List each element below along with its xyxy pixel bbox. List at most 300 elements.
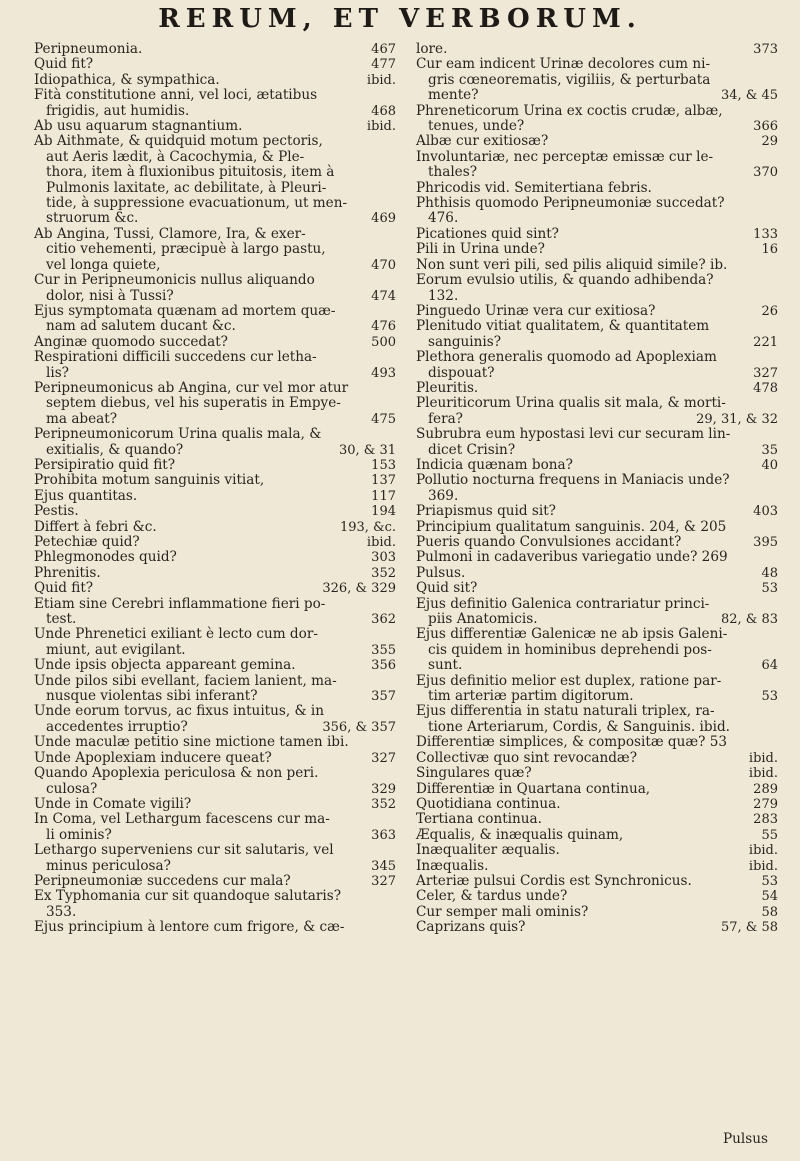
entry-text: Quid sit? bbox=[416, 580, 478, 597]
entry-page-ref: 16 bbox=[761, 242, 778, 258]
entry-text: Ejus symptomata quænam ad mortem quæ- bbox=[34, 302, 336, 319]
entry-page-ref: 477 bbox=[371, 57, 396, 73]
entry-page-ref: 493 bbox=[371, 365, 396, 381]
running-title: RERUM, ET VERBORUM. bbox=[158, 4, 642, 34]
entry-text: Cur in Peripneumonicis nullus aliquando bbox=[34, 272, 315, 289]
index-entry bbox=[416, 319, 778, 334]
entry-text: ma abeat? bbox=[46, 410, 118, 427]
entry-text: 369. bbox=[428, 487, 459, 504]
index-entry bbox=[34, 104, 396, 119]
entry-page-ref: 29 bbox=[761, 134, 778, 150]
entry-page-ref: ibid. bbox=[748, 750, 778, 766]
index-entry bbox=[34, 535, 396, 550]
entry-page-ref: 327 bbox=[371, 750, 396, 766]
index-entry bbox=[416, 104, 778, 119]
entry-text: Pueris quando Convulsiones accidant? bbox=[416, 534, 682, 550]
index-entry bbox=[34, 119, 396, 134]
index-entry bbox=[416, 443, 778, 458]
entry-text: Peripneumonicus ab Angina, cur vel mor atur bbox=[34, 379, 349, 396]
entry-text: Quotidiana continua. bbox=[416, 795, 561, 812]
index-entry bbox=[416, 150, 778, 165]
entry-page-ref: 53 bbox=[761, 581, 778, 597]
index-entry bbox=[416, 258, 778, 273]
entry-page-ref: 355 bbox=[371, 642, 396, 658]
entry-text: piis Anatomicis. bbox=[428, 611, 538, 628]
index-entry bbox=[34, 319, 396, 334]
index-entry bbox=[416, 674, 778, 689]
entry-page-ref: 117 bbox=[371, 488, 396, 504]
entry-page-ref: 475 bbox=[371, 411, 396, 427]
entry-text: Pinguedo Urinæ vera cur exitiosa? bbox=[416, 302, 656, 319]
index-entry bbox=[34, 504, 396, 519]
entry-text: Tertiana continua. bbox=[416, 811, 542, 828]
index-entry bbox=[416, 273, 778, 288]
entry-page-ref: 221 bbox=[753, 334, 778, 350]
entry-page-ref: 54 bbox=[761, 889, 778, 905]
entry-page-ref: 82, & 83 bbox=[720, 612, 778, 628]
entry-text: frigidis, aut humidis. bbox=[46, 102, 190, 119]
entry-text: Differt à febri &c. bbox=[34, 518, 157, 535]
index-entry bbox=[34, 581, 396, 596]
entry-text: Unde in Comate vigili? bbox=[34, 795, 192, 812]
entry-text: Plethora generalis quomodo ad Apoplexiam bbox=[416, 349, 717, 366]
index-entry bbox=[416, 181, 778, 196]
index-entry bbox=[34, 889, 396, 904]
entry-text: Ex Typhomania cur sit quandoque salutaris? bbox=[34, 888, 342, 905]
index-entry bbox=[34, 550, 396, 565]
entry-text: Inæqualis. bbox=[416, 857, 489, 874]
entry-text: Petechiæ quid? bbox=[34, 534, 140, 550]
entry-page-ref: 352 bbox=[371, 565, 396, 581]
entry-text: 353. bbox=[46, 903, 77, 920]
entry-page-ref: 500 bbox=[371, 334, 396, 350]
entry-page-ref: ibid. bbox=[748, 766, 778, 782]
entry-text: 476. bbox=[428, 210, 459, 227]
index-columns bbox=[34, 42, 778, 936]
index-entry bbox=[34, 427, 396, 442]
index-entry bbox=[34, 458, 396, 473]
entry-text: Æqualis, & inæqualis quinam, bbox=[416, 826, 624, 843]
entry-text: Phrenitis. bbox=[34, 564, 101, 581]
index-entry bbox=[416, 396, 778, 411]
index-entry bbox=[416, 874, 778, 889]
index-entry bbox=[416, 597, 778, 612]
index-entry bbox=[34, 273, 396, 288]
index-entry bbox=[34, 797, 396, 812]
entry-page-ref: 283 bbox=[753, 812, 778, 828]
entry-page-ref: 470 bbox=[371, 257, 396, 273]
entry-text: Ejus quantitas. bbox=[34, 487, 138, 504]
entry-text: mente? bbox=[428, 87, 479, 104]
entry-text: li ominis? bbox=[46, 826, 112, 843]
index-entry bbox=[34, 88, 396, 103]
index-entry bbox=[416, 689, 778, 704]
entry-text: Ejus principium à lentore cum frigore, & cæ- bbox=[34, 919, 345, 936]
entry-text: exitialis, & quando? bbox=[46, 441, 184, 458]
index-entry bbox=[34, 658, 396, 673]
index-entry bbox=[416, 920, 778, 935]
entry-page-ref: ibid. bbox=[366, 535, 396, 550]
entry-page-ref: 53 bbox=[761, 689, 778, 705]
index-entry bbox=[416, 550, 778, 565]
index-entry bbox=[34, 751, 396, 766]
entry-text: cis quidem in hominibus deprehendi pos- bbox=[428, 641, 712, 658]
entry-text: Pollutio nocturna frequens in Maniacis unde? bbox=[416, 472, 730, 489]
entry-page-ref: 356 bbox=[371, 658, 396, 674]
entry-text: Priapismus quid sit? bbox=[416, 503, 556, 520]
entry-text: Unde Phrenetici exiliant è lecto cum dor- bbox=[34, 626, 318, 643]
index-entry bbox=[416, 366, 778, 381]
entry-text: fera? bbox=[428, 410, 463, 427]
index-entry bbox=[34, 335, 396, 350]
entry-text: septem diebus, vel his superatis in Empye- bbox=[46, 395, 341, 412]
entry-text: accedentes irruptio? bbox=[46, 718, 188, 735]
index-entry bbox=[416, 196, 778, 211]
entry-text: Non sunt veri pili, sed pilis aliquid simile? ib. bbox=[416, 256, 728, 273]
index-entry bbox=[34, 412, 396, 427]
index-entry bbox=[416, 42, 778, 57]
index-entry bbox=[416, 658, 778, 673]
entry-page-ref: 469 bbox=[371, 211, 396, 227]
entry-text: struorum &c. bbox=[46, 210, 139, 227]
entry-text: Celer, & tardus unde? bbox=[416, 888, 568, 905]
index-entry bbox=[416, 289, 778, 304]
entry-text: 132. bbox=[428, 287, 459, 304]
index-entry bbox=[34, 366, 396, 381]
index-entry bbox=[416, 504, 778, 519]
entry-text: Prohibita motum sanguinis vitiat, bbox=[34, 472, 265, 489]
index-entry bbox=[416, 627, 778, 642]
entry-page-ref: 370 bbox=[753, 165, 778, 181]
index-entry bbox=[34, 489, 396, 504]
entry-page-ref: 373 bbox=[753, 42, 778, 57]
entry-text: Phthisis quomodo Peripneumoniæ succedat? bbox=[416, 195, 725, 212]
entry-page-ref: 303 bbox=[371, 550, 396, 566]
index-entry bbox=[34, 396, 396, 411]
index-entry bbox=[416, 227, 778, 242]
entry-page-ref: 467 bbox=[371, 42, 396, 57]
index-entry bbox=[34, 350, 396, 365]
entry-page-ref: 137 bbox=[371, 473, 396, 489]
entry-page-ref: 366 bbox=[753, 119, 778, 135]
entry-text: Singulares quæ? bbox=[416, 765, 532, 782]
index-entry bbox=[416, 57, 778, 72]
entry-text: Subrubra eum hypostasi levi cur securam lin- bbox=[416, 426, 731, 443]
index-entry bbox=[34, 597, 396, 612]
entry-text: Cur semper mali ominis? bbox=[416, 903, 589, 920]
entry-text: dispouat? bbox=[428, 364, 495, 381]
entry-text: Anginæ quomodo succedat? bbox=[34, 333, 228, 350]
entry-text: Etiam sine Cerebri inflammatione fieri po- bbox=[34, 595, 326, 612]
entry-page-ref: 133 bbox=[753, 226, 778, 242]
entry-text: Arteriæ pulsui Cordis est Synchronicus. bbox=[416, 872, 692, 889]
index-entry bbox=[34, 627, 396, 642]
catchword: Pulsus bbox=[723, 1131, 768, 1147]
index-entry bbox=[34, 782, 396, 797]
entry-text: tide, à suppressione evacuationum, ut men- bbox=[46, 195, 348, 212]
entry-text: Ejus definitio Galenica contrariatur princi- bbox=[416, 595, 710, 612]
entry-text: gris cœneorematis, vigiliis, & perturbata bbox=[428, 71, 711, 88]
entry-page-ref: 35 bbox=[761, 442, 778, 458]
entry-page-ref: 363 bbox=[371, 827, 396, 843]
entry-text: Ejus differentia in statu naturali triplex, ra- bbox=[416, 703, 715, 720]
entry-text: culosa? bbox=[46, 780, 98, 797]
entry-text: thales? bbox=[428, 164, 477, 181]
index-entry bbox=[416, 566, 778, 581]
entry-text: Quando Apoplexia periculosa & non peri. bbox=[34, 765, 319, 782]
index-entry bbox=[416, 134, 778, 149]
entry-page-ref: 194 bbox=[371, 504, 396, 520]
entry-text: Involuntariæ, nec perceptæ emissæ cur le- bbox=[416, 148, 714, 165]
entry-text: Differentiæ simplices, & compositæ quæ? 53 bbox=[416, 734, 728, 751]
entry-page-ref: 40 bbox=[761, 457, 778, 473]
entry-page-ref: 58 bbox=[761, 904, 778, 920]
entry-text: sunt. bbox=[428, 657, 463, 674]
index-entry bbox=[34, 720, 396, 735]
index-entry bbox=[34, 258, 396, 273]
index-entry bbox=[34, 289, 396, 304]
entry-text: Unde Apoplexiam inducere queat? bbox=[34, 749, 272, 766]
entry-text: dicet Crisin? bbox=[428, 441, 516, 458]
entry-text: vel longa quiete, bbox=[46, 256, 161, 273]
entry-text: nam ad salutem ducant &c. bbox=[46, 318, 236, 335]
entry-text: Inæqualiter æqualis. bbox=[416, 842, 560, 859]
index-entry bbox=[416, 242, 778, 257]
index-entry bbox=[416, 766, 778, 781]
index-entry bbox=[34, 843, 396, 858]
entry-page-ref: 476 bbox=[371, 319, 396, 335]
index-entry bbox=[34, 381, 396, 396]
index-entry bbox=[34, 165, 396, 180]
index-entry bbox=[34, 905, 396, 920]
entry-text: tenues, unde? bbox=[428, 118, 525, 135]
entry-page-ref: 29, 31, & 32 bbox=[696, 411, 778, 427]
index-entry bbox=[34, 689, 396, 704]
entry-page-ref: 48 bbox=[761, 565, 778, 581]
entry-text: Plenitudo vitiat qualitatem, & quantitatem bbox=[416, 318, 710, 335]
page-footer bbox=[34, 1131, 778, 1147]
index-entry bbox=[34, 227, 396, 242]
entry-text: Pulmoni in cadaveribus variegatio unde? 269 bbox=[416, 549, 728, 566]
index-entry bbox=[416, 828, 778, 843]
index-entry bbox=[34, 196, 396, 211]
entry-text: sanguinis? bbox=[428, 333, 502, 350]
entry-text: lis? bbox=[46, 364, 69, 381]
index-entry bbox=[34, 211, 396, 226]
entry-text: Pili in Urina unde? bbox=[416, 241, 545, 258]
entry-text: Collectivæ quo sint revocandæ? bbox=[416, 749, 637, 766]
index-entry bbox=[34, 42, 396, 57]
entry-text: Ab usu aquarum stagnantium. bbox=[34, 118, 243, 135]
index-entry bbox=[34, 73, 396, 88]
index-entry bbox=[34, 612, 396, 627]
entry-page-ref: 55 bbox=[761, 827, 778, 843]
entry-text: Phlegmonodes quid? bbox=[34, 549, 177, 566]
entry-page-ref: 193, &c. bbox=[339, 519, 396, 535]
index-entry bbox=[34, 443, 396, 458]
entry-text: Ab Aithmate, & quidquid motum pectoris, bbox=[34, 133, 323, 150]
entry-text: Fità constitutione anni, vel loci, ætatibus bbox=[34, 87, 318, 104]
entry-text: Quid fit? bbox=[34, 580, 94, 597]
entry-page-ref: 279 bbox=[753, 796, 778, 812]
entry-text: Pulsus. bbox=[416, 564, 466, 581]
entry-text: thora, item à fluxionibus pituitosis, item à bbox=[46, 164, 335, 181]
index-entry bbox=[416, 520, 778, 535]
index-entry bbox=[416, 165, 778, 180]
index-entry bbox=[34, 735, 396, 750]
entry-text: lore. bbox=[416, 41, 448, 57]
entry-page-ref: 153 bbox=[371, 457, 396, 473]
entry-text: citio vehementi, præcipuè à largo pastu, bbox=[46, 241, 326, 258]
entry-text: Idiopathica, & sympathica. bbox=[34, 71, 220, 88]
index-entry bbox=[34, 859, 396, 874]
entry-page-ref: 53 bbox=[761, 873, 778, 889]
index-column-right bbox=[416, 42, 778, 936]
entry-text: Phricodis vid. Semitertiana febris. bbox=[416, 179, 652, 196]
entry-text: dolor, nisi à Tussi? bbox=[46, 287, 174, 304]
index-entry bbox=[416, 88, 778, 103]
entry-page-ref: 362 bbox=[371, 612, 396, 628]
entry-page-ref: 356, & 357 bbox=[322, 719, 396, 735]
entry-page-ref: 30, & 31 bbox=[338, 442, 396, 458]
index-entry bbox=[416, 350, 778, 365]
entry-text: test. bbox=[46, 611, 77, 628]
index-entry bbox=[34, 150, 396, 165]
entry-page-ref: 326, & 329 bbox=[322, 581, 396, 597]
entry-text: nusque violentas sibi inferant? bbox=[46, 688, 258, 705]
index-entry bbox=[416, 489, 778, 504]
index-entry bbox=[416, 581, 778, 596]
index-entry bbox=[416, 889, 778, 904]
entry-text: Pleuritis. bbox=[416, 379, 479, 396]
index-entry bbox=[416, 704, 778, 719]
index-entry bbox=[416, 119, 778, 134]
index-entry bbox=[416, 73, 778, 88]
entry-text: Pestis. bbox=[34, 503, 79, 520]
entry-text: Peripneumoniæ succedens cur mala? bbox=[34, 872, 291, 889]
entry-text: Caprizans quis? bbox=[416, 919, 526, 936]
entry-text: aut Aeris lædit, à Cacochymia, & Ple- bbox=[46, 148, 305, 165]
entry-page-ref: ibid. bbox=[748, 843, 778, 859]
entry-page-ref: 403 bbox=[753, 504, 778, 520]
entry-text: Peripneumonia. bbox=[34, 41, 143, 57]
index-entry bbox=[416, 535, 778, 550]
index-entry bbox=[416, 735, 778, 750]
index-entry bbox=[34, 242, 396, 257]
entry-text: Unde pilos sibi evellant, faciem lanient, ma- bbox=[34, 672, 337, 689]
entry-text: Unde ipsis objecta appareant gemina. bbox=[34, 657, 296, 674]
entry-page-ref: 395 bbox=[753, 535, 778, 550]
entry-text: Eorum evulsio utilis, & quando adhibenda? bbox=[416, 272, 714, 289]
index-entry bbox=[416, 412, 778, 427]
entry-text: Ab Angina, Tussi, Clamore, Ira, & exer- bbox=[34, 225, 306, 242]
index-entry bbox=[34, 704, 396, 719]
entry-page-ref: 345 bbox=[371, 858, 396, 874]
index-entry bbox=[34, 473, 396, 488]
entry-text: Principium qualitatum sanguinis. 204, & 205 bbox=[416, 518, 727, 535]
entry-page-ref: 352 bbox=[371, 796, 396, 812]
index-entry bbox=[416, 335, 778, 350]
entry-text: tim arteriæ partim digitorum. bbox=[428, 688, 634, 705]
entry-page-ref: 57, & 58 bbox=[720, 920, 778, 936]
entry-text: Phreneticorum Urina ex coctis crudæ, albæ, bbox=[416, 102, 723, 119]
index-entry bbox=[34, 766, 396, 781]
entry-page-ref: 327 bbox=[371, 873, 396, 889]
index-entry bbox=[34, 566, 396, 581]
index-entry bbox=[416, 843, 778, 858]
index-entry bbox=[34, 304, 396, 319]
entry-page-ref: 357 bbox=[371, 689, 396, 705]
index-column-left bbox=[34, 42, 396, 936]
index-entry bbox=[416, 458, 778, 473]
index-entry bbox=[34, 812, 396, 827]
entry-page-ref: 289 bbox=[753, 781, 778, 797]
entry-text: Unde maculæ petitio sine mictione tamen ibi. bbox=[34, 734, 349, 751]
entry-text: Cur eam indicent Urinæ decolores cum ni- bbox=[416, 56, 711, 73]
index-entry bbox=[416, 211, 778, 226]
index-entry bbox=[416, 812, 778, 827]
index-entry bbox=[34, 520, 396, 535]
entry-page-ref: 34, & 45 bbox=[720, 88, 778, 104]
index-entry bbox=[34, 57, 396, 72]
index-entry bbox=[34, 828, 396, 843]
entry-text: miunt, aut evigilant. bbox=[46, 641, 186, 658]
entry-text: Picationes quid sint? bbox=[416, 225, 559, 242]
entry-text: Persipiratio quid fit? bbox=[34, 456, 176, 473]
index-entry bbox=[416, 612, 778, 627]
index-entry bbox=[34, 674, 396, 689]
entry-text: Differentiæ in Quartana continua, bbox=[416, 780, 651, 797]
entry-text: Ejus differentiæ Galenicæ ne ab ipsis Galeni- bbox=[416, 626, 728, 643]
entry-text: In Coma, vel Lethargum facescens cur ma- bbox=[34, 811, 330, 828]
index-entry bbox=[416, 720, 778, 735]
entry-page-ref: ibid. bbox=[748, 858, 778, 874]
entry-text: tione Arteriarum, Cordis, & Sanguinis. ibid. bbox=[428, 718, 730, 735]
index-entry bbox=[416, 381, 778, 396]
entry-text: Respirationi difficili succedens cur letha- bbox=[34, 349, 317, 366]
entry-text: Pleuriticorum Urina qualis sit mala, & morti- bbox=[416, 395, 726, 412]
index-entry bbox=[416, 427, 778, 442]
index-entry bbox=[416, 643, 778, 658]
index-entry bbox=[34, 920, 396, 935]
index-entry bbox=[416, 905, 778, 920]
index-entry bbox=[416, 797, 778, 812]
index-entry bbox=[416, 859, 778, 874]
index-entry bbox=[416, 751, 778, 766]
index-entry bbox=[416, 782, 778, 797]
entry-text: Peripneumonicorum Urina qualis mala, & bbox=[34, 426, 322, 443]
entry-page-ref: 478 bbox=[753, 380, 778, 396]
entry-text: Quid fit? bbox=[34, 56, 94, 73]
index-entry bbox=[34, 134, 396, 149]
entry-page-ref: 64 bbox=[761, 658, 778, 674]
entry-text: Ejus definitio melior est duplex, ratione par- bbox=[416, 672, 722, 689]
index-entry bbox=[34, 643, 396, 658]
index-entry bbox=[416, 304, 778, 319]
entry-page-ref: 329 bbox=[371, 781, 396, 797]
entry-page-ref: ibid. bbox=[366, 119, 396, 135]
entry-text: Lethargo superveniens cur sit salutaris, vel bbox=[34, 842, 334, 859]
entry-page-ref: ibid. bbox=[366, 72, 396, 88]
entry-text: Unde eorum torvus, ac fixus intuitus, & in bbox=[34, 703, 325, 720]
index-entry bbox=[34, 874, 396, 889]
index-entry bbox=[34, 181, 396, 196]
entry-page-ref: 468 bbox=[371, 103, 396, 119]
entry-text: minus periculosa? bbox=[46, 857, 171, 874]
entry-text: Albæ cur exitiosæ? bbox=[416, 133, 549, 150]
entry-text: Indicia quænam bona? bbox=[416, 456, 573, 473]
entry-page-ref: 327 bbox=[753, 365, 778, 381]
